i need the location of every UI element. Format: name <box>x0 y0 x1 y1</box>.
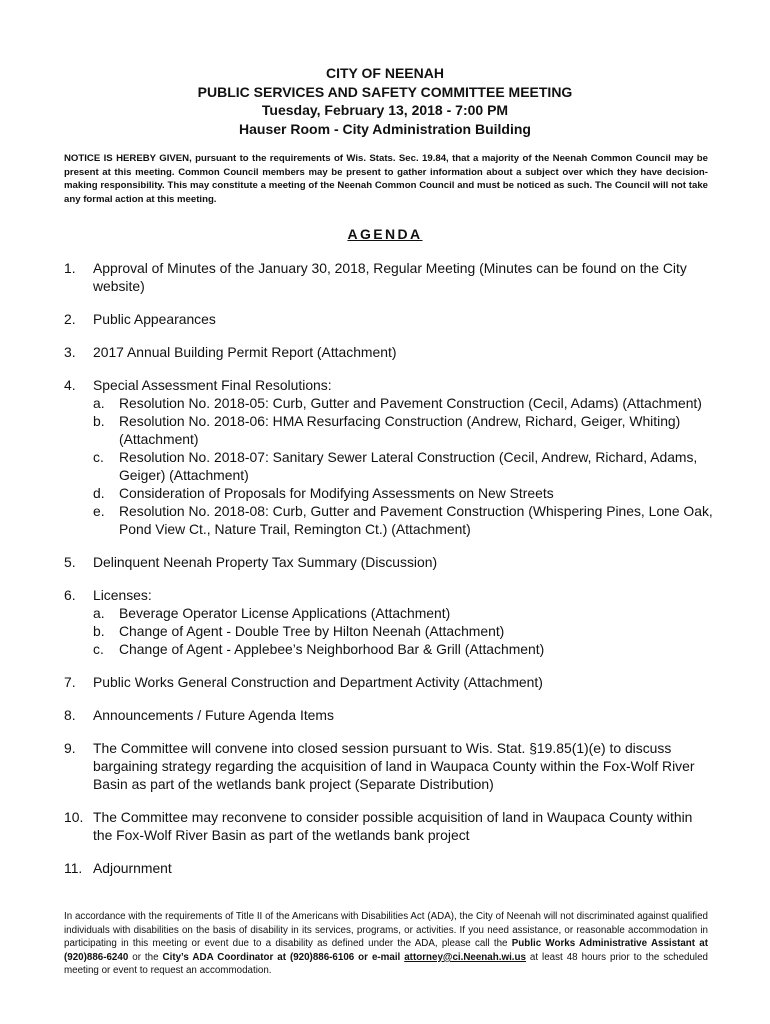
agenda-item <box>64 310 714 328</box>
agenda-item-text: Public Works General Construction and Department Activity (Attachment) <box>93 674 543 690</box>
agenda-item-text: Special Assessment Final Resolutions: <box>93 377 332 393</box>
agenda-item-text: Public Appearances <box>93 311 216 327</box>
agenda-subitem-text: Resolution No. 2018-08: Curb, Gutter and Pavement Construction (Whispering Pines, Lone Oak, Pond View Ct., Nature Trail, Remington Ct.) (Attachment) <box>119 503 713 537</box>
agenda-subitem-letter: a. <box>93 605 105 621</box>
agenda-item <box>64 376 714 538</box>
agenda-subitem <box>93 604 714 622</box>
agenda-item-number: 2. <box>64 311 76 327</box>
agenda-item <box>64 553 714 571</box>
agenda-subitem-letter: b. <box>93 623 105 639</box>
agenda-subitem-letter: a. <box>93 395 105 411</box>
notice-paragraph: NOTICE IS HEREBY GIVEN, pursuant to the requirements of Wis. Stats. Sec. 19.84, that a majority of the Neenah Common Council may be present at this meeting. Common Council members may be present to gather information about a subject over which they have decision-making responsibility. This may constitute a meeting of the Neenah Common Council and must be noticed as such. The Council will not take any formal action at this meeting. <box>64 153 708 205</box>
agenda-item-number: 9. <box>64 740 76 756</box>
agenda-item-number: 5. <box>64 554 76 570</box>
agenda-subitem-letter: b. <box>93 413 105 429</box>
agenda-item-number: 3. <box>64 344 76 360</box>
agenda-item-text: Delinquent Neenah Property Tax Summary (Discussion) <box>93 554 438 570</box>
agenda-item-text: The Committee will convene into closed session pursuant to Wis. Stat. §19.85(1)(e) to discuss bargaining strategy regarding the acquisition of land in Waupaca County within the Fox-Wolf River Basin as part of the wetlands bank project (Separate Distribution) <box>93 740 695 792</box>
agenda-subitem <box>93 484 714 502</box>
agenda-item-text: Licenses: <box>93 587 152 603</box>
agenda-item-number: 1. <box>64 260 76 276</box>
agenda-item-text: The Committee may reconvene to consider possible acquisition of land in Waupaca County within the Fox-Wolf River Basin as part of the wetlands bank project <box>93 809 693 843</box>
agenda-subitem-text: Consideration of Proposals for Modifying Assessments on New Streets <box>119 485 554 501</box>
agenda-item <box>64 739 714 793</box>
agenda-subitem <box>93 448 714 484</box>
agenda-item <box>64 706 714 724</box>
agenda-subitem-letter: e. <box>93 503 105 519</box>
ada-contact-2: City’s ADA Coordinator at (920)886-6106 or e-mail <box>162 951 401 963</box>
agenda-subitem-text: Change of Agent - Double Tree by Hilton Neenah (Attachment) <box>119 623 505 639</box>
agenda-item-text: Adjournment <box>93 860 172 876</box>
header-city: CITY OF NEENAH <box>326 65 444 81</box>
agenda-item-number: 11. <box>64 860 83 876</box>
agenda-item-number: 7. <box>64 674 76 690</box>
ada-text-3: at least 48 hours prior to the scheduled meeting or event to request an accommodation. <box>64 951 708 977</box>
agenda-subitem <box>93 502 714 538</box>
agenda-subitem <box>93 640 714 658</box>
agenda-subitem-text: Resolution No. 2018-06: HMA Resurfacing Construction (Andrew, Richard, Geiger, Whiting) (Attachment) <box>119 413 681 447</box>
agenda-item-number: 8. <box>64 707 76 723</box>
header-date: Tuesday, February 13, 2018 - 7:00 PM <box>261 102 509 118</box>
agenda-subitem-text: Resolution No. 2018-05: Curb, Gutter and Pavement Construction (Cecil, Adams) (Attachment) <box>119 395 702 411</box>
agenda-subitem-text: Resolution No. 2018-07: Sanitary Sewer Lateral Construction (Cecil, Andrew, Richard, Adams, Geiger) (Attachment) <box>119 449 698 483</box>
agenda-item-number: 10. <box>64 809 84 825</box>
agenda-title: AGENDA <box>347 226 423 242</box>
ada-notice <box>64 910 708 978</box>
ada-contact-1: Public Works Administrative Assistant at (920)886-6240 <box>64 938 709 963</box>
agenda-item <box>64 343 714 361</box>
ada-email-link[interactable]: attorney@ci.Neenah.wi.us <box>404 951 526 963</box>
header-committee: PUBLIC SERVICES AND SAFETY COMMITTEE MEETING <box>197 83 573 100</box>
agenda-subitem-text: Beverage Operator License Applications (Attachment) <box>119 605 451 621</box>
agenda-item-number: 4. <box>64 377 76 393</box>
agenda-subitem-letter: c. <box>93 449 104 465</box>
agenda-subitem <box>93 622 714 640</box>
agenda-subitem-letter: d. <box>93 485 105 501</box>
agenda-item <box>64 808 714 844</box>
header-location: Hauser Room - City Administration Building <box>239 120 531 137</box>
agenda-list <box>64 259 714 892</box>
ada-text-1: In accordance with the requirements of Title II of the Americans with Disabilities Act (ADA), the City of Neenah will not discriminated against qualified individuals with disabilities on the basis of disability in its services, programs, or activities. If you need assistance, or reasonable accommodation in participating in this meeting or event due to a disability as defined under the ADA, please call the <box>64 911 708 950</box>
agenda-item <box>64 859 714 877</box>
agenda-subitem <box>93 394 714 412</box>
meeting-header <box>0 64 770 138</box>
agenda-item-text: 2017 Annual Building Permit Report (Attachment) <box>93 344 397 360</box>
agenda-subitem <box>93 412 714 448</box>
agenda-item-text: Approval of Minutes of the January 30, 2018, Regular Meeting (Minutes can be found on the City website) <box>93 260 687 294</box>
agenda-item-number: 6. <box>64 587 76 603</box>
agenda-subitem-letter: c. <box>93 641 104 657</box>
agenda-item-text: Announcements / Future Agenda Items <box>93 707 334 723</box>
agenda-subitem-text: Change of Agent - Applebee’s Neighborhood Bar & Grill (Attachment) <box>119 641 545 657</box>
agenda-item <box>64 586 714 658</box>
agenda-item <box>64 259 714 295</box>
ada-text-2: or the <box>128 951 163 963</box>
agenda-item <box>64 673 714 691</box>
